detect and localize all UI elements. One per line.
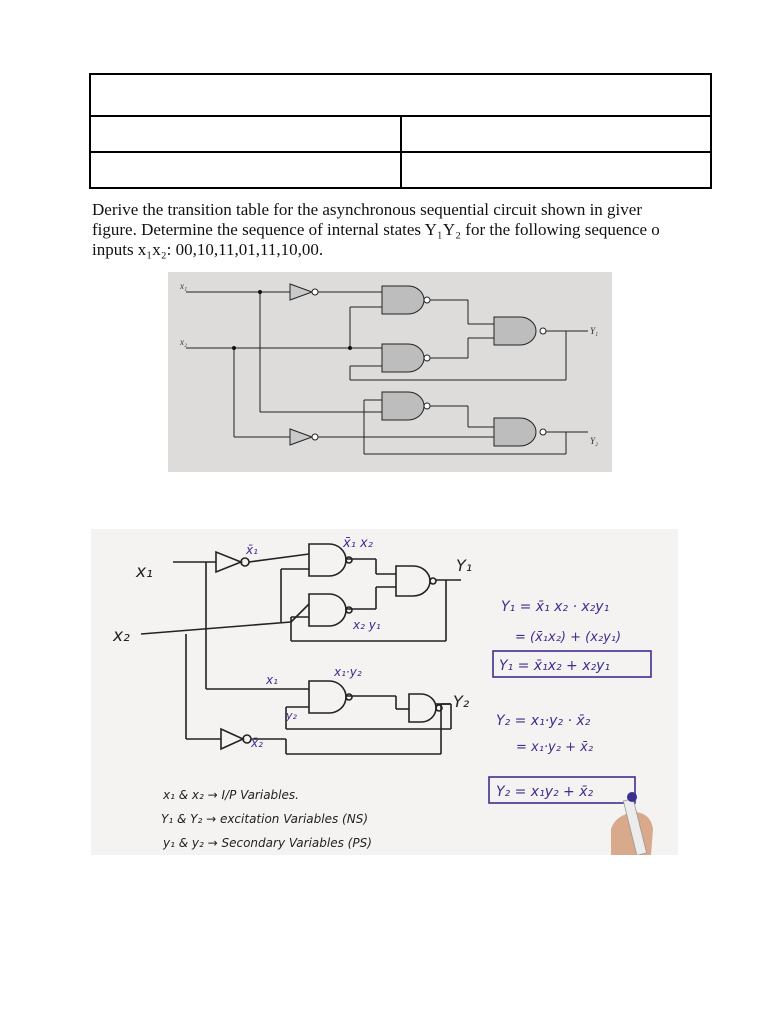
printed-circuit-figure (168, 272, 612, 472)
eq-y1-line2: = (x̄₁x₂) + (x₂y₁) (515, 630, 622, 645)
note-line: x₁ & x₂ → I/P Variables. (163, 788, 299, 802)
nand-gate (382, 286, 424, 314)
note-line: Y₁ & Y₂ → excitation Variables (NS) (161, 812, 368, 826)
inverter-gate (290, 429, 312, 445)
header-cell (90, 116, 401, 152)
question-line: inputs x₁x₂: 00,10,11,01,11,10,00. (92, 240, 324, 259)
nand-gate (309, 681, 346, 713)
question-text (92, 200, 692, 264)
input-x2-label: x₂ (180, 337, 188, 347)
output-y2-label: Y₂ (453, 692, 470, 711)
inverter-gate (216, 552, 241, 572)
input-x2-label: x₂ (113, 626, 130, 646)
eq-y1-line1: Y₁ = x̄₁ x₂ · x₂y₁ (501, 599, 610, 615)
output-y1-label: Y₁ (590, 326, 599, 336)
output-y2-label: Y₂ (590, 436, 599, 446)
gate2-label: x₂ y₁ (353, 618, 381, 632)
question-line: Derive the transition table for the asynchronous sequential circuit shown in giver (92, 200, 642, 219)
whiteboard-figure (91, 529, 678, 855)
nand-gate (309, 594, 346, 626)
inverter-gate (290, 284, 312, 300)
gate1-label: x̄₁ x₂ (343, 536, 373, 551)
eq-y2-final: Y₂ = x₁y₂ + x̄₂ (496, 784, 594, 800)
inverter-gate (221, 729, 243, 749)
eq-y1-final: Y₁ = x̄₁x₂ + x₂y₁ (499, 658, 611, 674)
gate3-x1-label: x₁ (266, 673, 278, 687)
nand-gate (494, 317, 536, 345)
output-y1-label: Y₁ (456, 556, 473, 575)
nand-gate (409, 694, 436, 722)
nand-gate (396, 566, 430, 596)
nand-gate (494, 418, 536, 446)
input-x1-label: x₁ (180, 281, 188, 291)
eq-y2-line2: = x₁·y₂ + x̄₂ (516, 740, 594, 755)
not-x2-label: x̄₂ (251, 736, 263, 750)
eq-y2-line1: Y₂ = x₁·y₂ · x̄₂ (496, 713, 591, 729)
whiteboard-diagram (91, 529, 678, 855)
header-title-cell (90, 74, 711, 116)
nand-gate (309, 544, 346, 576)
input-x1-label: x₁ (136, 562, 153, 582)
note-line: y₁ & y₂ → Secondary Variables (PS) (163, 836, 372, 850)
gate3-label: x₁·y₂ (334, 665, 362, 679)
header-table (89, 73, 712, 189)
nand-gate (382, 344, 424, 372)
printed-circuit-diagram (168, 272, 612, 472)
not-x1-label: x̄₁ (246, 543, 258, 557)
header-cell (401, 152, 712, 188)
header-cell (401, 116, 712, 152)
header-cell (90, 152, 401, 188)
nand-gate (382, 392, 424, 420)
gate3-y2-label: y₂ (286, 709, 297, 722)
question-line: figure. Determine the sequence of internal states Y₁Y₂ for the following sequence o (92, 220, 660, 239)
hand-with-marker (611, 792, 653, 855)
